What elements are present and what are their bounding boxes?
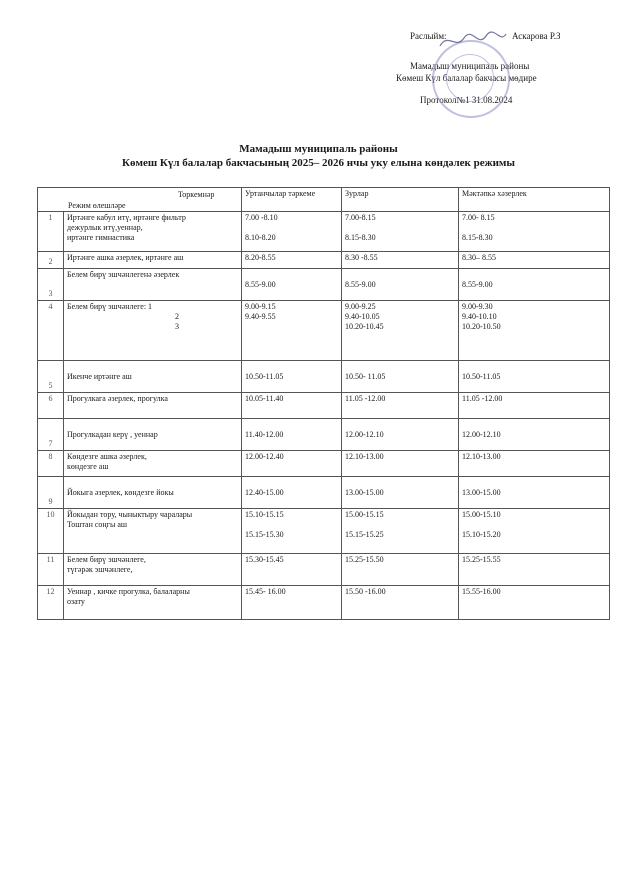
cell-senior-group-line: 7.00-8.15 xyxy=(345,213,376,222)
header-col-middle: Уртанчылар тәркеме xyxy=(242,188,342,212)
cell-senior-group xyxy=(342,301,459,361)
cell-activity xyxy=(64,586,242,620)
cell-middle-group xyxy=(242,301,342,361)
cell-middle-group xyxy=(242,509,342,554)
cell-senior-group-line: 15.15-15.25 xyxy=(345,530,384,539)
cell-activity xyxy=(64,301,242,361)
cell-middle-group-line: 7.00 -8.10 xyxy=(245,213,278,222)
cell-prep-group-line: 9.40-10.10 xyxy=(462,312,497,321)
cell-middle-group xyxy=(242,252,342,269)
cell-number: 7 xyxy=(38,419,64,451)
header-col-prep: Мәктәпкә хәзерлек xyxy=(459,188,610,212)
cell-activity-line: Прогулкадан керү , уеннар xyxy=(67,429,158,439)
cell-senior-group-line: 9.00-9.25 xyxy=(345,302,376,311)
table-row xyxy=(38,301,610,361)
cell-prep-group xyxy=(459,212,610,252)
cell-prep-group-line: 15.55-16.00 xyxy=(462,587,501,596)
cell-prep-group-line xyxy=(462,223,606,233)
cell-activity-line: түгәрәк эшчәнлеге, xyxy=(67,565,133,574)
cell-prep-group-line: 9.00-9.30 xyxy=(462,302,493,311)
cell-middle-group-line: 8.20-8.55 xyxy=(245,253,276,262)
cell-middle-group xyxy=(242,451,342,477)
cell-activity-line: Тоштан соңгы аш xyxy=(67,520,128,529)
cell-activity-line: Иртәнге ашка әзерлек, иртәнге аш xyxy=(67,253,184,262)
cell-activity xyxy=(64,554,242,586)
cell-prep-group-line: 15.25-15.55 xyxy=(462,555,501,564)
table-row xyxy=(38,269,610,301)
cell-prep-group-line: 10.20-10.50 xyxy=(462,322,501,331)
header-moments-label: Режим өлешләре xyxy=(68,201,126,210)
cell-middle-group-line xyxy=(245,520,338,530)
cell-prep-group-line: 11.05 -12.00 xyxy=(462,394,503,403)
cell-prep-group-line: 15.10-15.20 xyxy=(462,530,501,539)
cell-senior-group-line: 15.25-15.50 xyxy=(345,555,384,564)
cell-prep-group-line xyxy=(462,520,606,530)
cell-activity-line: Иртәнге кабул итү, иртәнге фильтр xyxy=(67,213,186,222)
cell-middle-group xyxy=(242,393,342,419)
cell-senior-group-line: 8.15-8.30 xyxy=(345,233,376,242)
cell-activity-line: Белем бирү эшчәнлегенә әзерлек xyxy=(67,270,180,279)
cell-activity xyxy=(64,451,242,477)
table-row xyxy=(38,361,610,393)
cell-prep-group xyxy=(459,477,610,509)
approved-name: Аскарова Р.З xyxy=(512,31,561,41)
cell-prep-group xyxy=(459,509,610,554)
cell-activity-line: 3 xyxy=(175,322,179,331)
cell-prep-group xyxy=(459,252,610,269)
cell-prep-group-line: 8.30– 8.55 xyxy=(462,253,496,262)
cell-prep-group-line: 7.00- 8.15 xyxy=(462,213,495,222)
cell-senior-group xyxy=(342,509,459,554)
cell-number: 10 xyxy=(38,509,64,554)
header-col-senior: Зурлар xyxy=(342,188,459,212)
cell-middle-group xyxy=(242,554,342,586)
cell-activity xyxy=(64,393,242,419)
cell-middle-group-line: 11.40-12.00 xyxy=(245,429,284,439)
cell-senior-group-line: 12.00-12.10 xyxy=(345,429,384,439)
cell-middle-group-line: 8.55-9.00 xyxy=(245,279,276,289)
cell-middle-group-line: 15.15-15.30 xyxy=(245,530,284,539)
cell-activity xyxy=(64,477,242,509)
cell-senior-group xyxy=(342,554,459,586)
schedule-body xyxy=(38,212,610,620)
cell-middle-group-line xyxy=(245,223,338,233)
approved-label: Раслыйм: xyxy=(410,31,447,41)
cell-middle-group-line: 15.10-15.15 xyxy=(245,510,284,519)
table-row xyxy=(38,554,610,586)
cell-prep-group xyxy=(459,586,610,620)
cell-prep-group-line: 10.50-11.05 xyxy=(462,371,501,381)
cell-prep-group-line: 8.15-8.30 xyxy=(462,233,493,242)
cell-prep-group-line: 13.00-15.00 xyxy=(462,487,501,497)
cell-prep-group-line: 8.55-9.00 xyxy=(462,279,493,289)
cell-middle-group xyxy=(242,586,342,620)
cell-senior-group xyxy=(342,212,459,252)
cell-number: 9 xyxy=(38,477,64,509)
cell-senior-group xyxy=(342,252,459,269)
cell-middle-group-line: 9.40-9.55 xyxy=(245,312,276,321)
cell-prep-group xyxy=(459,301,610,361)
cell-number: 2 xyxy=(38,252,64,269)
cell-activity-line: Икенче иртәнге аш xyxy=(67,371,132,381)
org-line-1: Мамадыш муниципаль районы xyxy=(410,61,530,71)
cell-activity-line: Прогулкага әзерлек, прогулка xyxy=(67,394,168,403)
table-row xyxy=(38,509,610,554)
cell-number: 4 xyxy=(38,301,64,361)
cell-prep-group xyxy=(459,451,610,477)
cell-prep-group xyxy=(459,419,610,451)
header-groups-label: Торкемнәр xyxy=(178,190,215,199)
table-row xyxy=(38,451,610,477)
cell-activity-line: Йокыдан тору, чыныктыру чаралары xyxy=(67,510,193,519)
cell-middle-group-line: 15.30-15.45 xyxy=(245,555,284,564)
header-moments xyxy=(38,188,242,212)
cell-activity xyxy=(64,419,242,451)
cell-activity-line: 2 xyxy=(175,312,179,321)
cell-activity-line: озату xyxy=(67,597,85,606)
cell-middle-group-line: 12.00-12.40 xyxy=(245,452,284,461)
cell-number: 12 xyxy=(38,586,64,620)
cell-senior-group xyxy=(342,393,459,419)
header-row xyxy=(38,188,610,212)
cell-middle-group xyxy=(242,419,342,451)
table-row xyxy=(38,586,610,620)
cell-senior-group-line: 11.05 -12.00 xyxy=(345,394,386,403)
cell-middle-group xyxy=(242,212,342,252)
schedule-table xyxy=(37,187,610,620)
cell-number: 5 xyxy=(38,361,64,393)
table-row xyxy=(38,419,610,451)
protocol: Протокол№1 31.08.2024 xyxy=(420,95,513,105)
cell-prep-group-line: 12.00-12.10 xyxy=(462,429,501,439)
cell-number: 1 xyxy=(38,212,64,252)
cell-number: 8 xyxy=(38,451,64,477)
cell-senior-group xyxy=(342,419,459,451)
cell-senior-group-line: 15.50 -16.00 xyxy=(345,587,386,596)
cell-activity-line: дежурлык итү,уеннар, xyxy=(67,223,143,232)
cell-senior-group-line xyxy=(345,223,455,233)
cell-prep-group xyxy=(459,393,610,419)
cell-activity-line: иртәнге гимнастика xyxy=(67,233,135,242)
cell-senior-group-line: 10.50- 11.05 xyxy=(345,371,386,381)
cell-middle-group xyxy=(242,361,342,393)
cell-senior-group-line: 13.00-15.00 xyxy=(345,487,384,497)
cell-activity xyxy=(64,252,242,269)
cell-activity-line: Белем бирү эшчәнлеге, xyxy=(67,555,146,564)
cell-prep-group-line: 15.00-15.10 xyxy=(462,510,501,519)
cell-activity-line: Уеннар , кичке прогулка, балаларны xyxy=(67,587,190,596)
cell-senior-group xyxy=(342,586,459,620)
cell-prep-group xyxy=(459,361,610,393)
cell-senior-group xyxy=(342,451,459,477)
cell-number: 6 xyxy=(38,393,64,419)
cell-senior-group xyxy=(342,477,459,509)
cell-number: 3 xyxy=(38,269,64,301)
cell-prep-group xyxy=(459,554,610,586)
cell-activity-line: Йокыга әзерлек, көндезге йокы xyxy=(67,487,174,497)
cell-middle-group xyxy=(242,269,342,301)
cell-activity xyxy=(64,509,242,554)
cell-senior-group-line: 9.40-10.05 xyxy=(345,312,380,321)
cell-activity-line: Көндезге ашка әзерлек, xyxy=(67,452,147,461)
table-row xyxy=(38,393,610,419)
cell-middle-group-line: 9.00-9.15 xyxy=(245,302,276,311)
cell-activity-line: көндезге аш xyxy=(67,462,109,471)
cell-senior-group-line: 12.10-13.00 xyxy=(345,452,384,461)
cell-prep-group-line: 12.10-13.00 xyxy=(462,452,501,461)
cell-activity xyxy=(64,269,242,301)
signature-icon xyxy=(438,30,508,52)
cell-number: 11 xyxy=(38,554,64,586)
cell-prep-group xyxy=(459,269,610,301)
table-row xyxy=(38,477,610,509)
table-row xyxy=(38,212,610,252)
cell-senior-group-line: 8.55-9.00 xyxy=(345,279,376,289)
cell-senior-group-line xyxy=(345,520,455,530)
cell-middle-group-line: 10.50-11.05 xyxy=(245,371,284,381)
cell-activity-line: Белем бирү эшчәнлеге: 1 xyxy=(67,302,153,311)
page-title-line2: Көмеш Күл балалар бакчасының 2025– 2026 нчы уку елына көндәлек режимы xyxy=(122,157,515,169)
cell-activity xyxy=(64,361,242,393)
page-title-line1: Мамадыш муниципаль районы xyxy=(239,143,398,155)
cell-senior-group xyxy=(342,361,459,393)
cell-senior-group-line: 8.30 -8.55 xyxy=(345,253,378,262)
cell-middle-group-line: 15.45- 16.00 xyxy=(245,587,286,596)
cell-middle-group-line: 8.10-8.20 xyxy=(245,233,276,242)
cell-middle-group-line: 10.05-11.40 xyxy=(245,394,284,403)
cell-middle-group-line: 12.40-15.00 xyxy=(245,487,284,497)
table-row xyxy=(38,252,610,269)
cell-senior-group-line: 10.20-10.45 xyxy=(345,322,384,331)
cell-activity xyxy=(64,212,242,252)
cell-senior-group xyxy=(342,269,459,301)
org-line-2: Көмеш Күл балалар бакчасы мөдире xyxy=(396,73,537,83)
cell-senior-group-line: 15.00-15.15 xyxy=(345,510,384,519)
cell-middle-group xyxy=(242,477,342,509)
